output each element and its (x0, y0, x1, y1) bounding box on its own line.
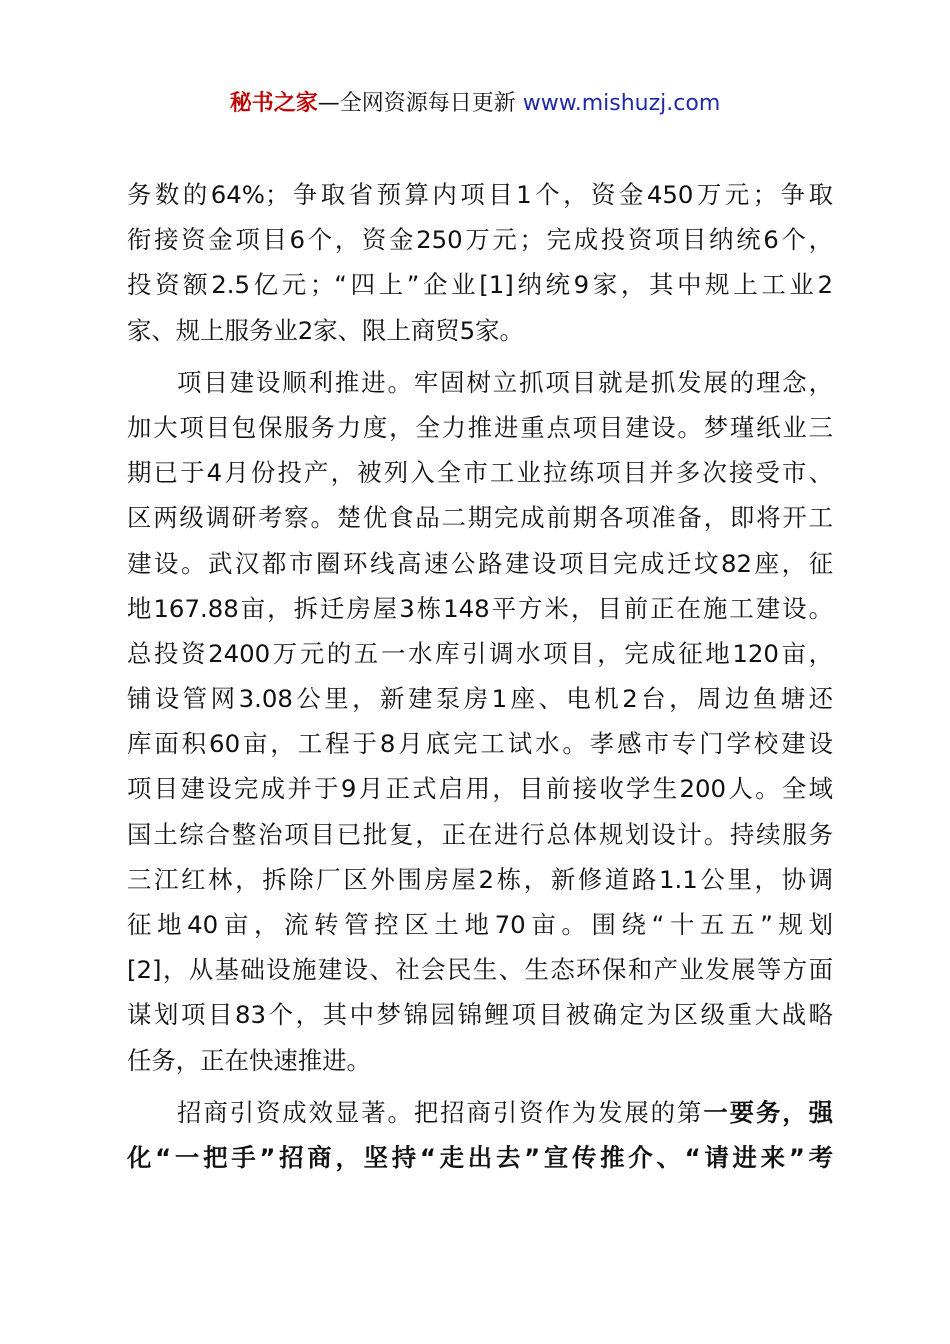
text-line: 铺设管网3.08公里，新建泵房1座、电机2台，周边鱼塘还 (127, 684, 833, 714)
text-line: 投资额2.5亿元；“四上”企业[1]纳统9家，其中规上工业2 (127, 270, 833, 300)
text-line: 务数的64%；争取省预算内项目1个，资金450万元；争取 (127, 180, 833, 209)
text-line: 建设。武汉都市圈环线高速公路建设项目完成迁坟82座，征 (127, 548, 833, 578)
text-line: 衔接资金项目6个，资金250万元；完成投资项目纳统6个， (127, 225, 833, 255)
text-line (127, 1090, 833, 1135)
text-line: [2]，从基础设施建设、社会民生、生态环保和产业发展等方面 (127, 955, 833, 985)
header-tagline: —全网资源每日更新 (317, 91, 516, 116)
text-line: 加大项目包保服务力度，全力推进重点项目建设。梦瑾纸业三 (127, 412, 833, 442)
text-line: 总投资2400万元的五一水库引调水项目，完成征地120亩， (127, 638, 833, 668)
paragraph-2 (127, 360, 833, 1083)
brand-name: 秘书之家 (229, 91, 318, 116)
text-line: 任务，正在快速推进。 (127, 1045, 371, 1075)
text-line: 谋划项目83个，其中梦锦园锦鲤项目被确定为区级重大战略 (127, 1000, 833, 1030)
text-bold-run: 一要务，强 (703, 1097, 833, 1127)
text-line: 项目建设完成并于9月正式启用，目前接收学生200人。全域 (127, 774, 833, 804)
page-header (0, 86, 950, 122)
text-line: 家、规上服务业2家、限上商贸5家。 (127, 315, 524, 345)
text-line: 三江红林，拆除厂区外围房屋2栋，新修道路1.1公里，协调 (127, 864, 833, 894)
document-body (127, 172, 833, 1180)
text-line: 地167.88亩，拆迁房屋3栋148平方米，目前正在施工建设。 (127, 593, 833, 623)
text-line: 化“一把手”招商，坚持“走出去”宣传推介、“请进来”考 (127, 1142, 833, 1172)
paragraph-3 (127, 1090, 833, 1180)
text-line: 期已于4月份投产，被列入全市工业拉练项目并多次接受市、 (127, 458, 833, 488)
text-normal-run: 招商引资成效显著。把招商引资作为发展的第 (177, 1097, 704, 1127)
text-line: 库面积60亩，工程于8月底完工试水。孝感市专门学校建设 (127, 729, 833, 759)
site-url-link[interactable]: www.mishuzj.com (522, 91, 721, 116)
text-line: 征地40亩，流转管控区土地70亩。围绕“十五五”规划 (127, 910, 833, 939)
text-line: 国土综合整治项目已批复，正在进行总体规划设计。持续服务 (127, 819, 833, 849)
text-line: 项目建设顺利推进。牢固树立抓项目就是抓发展的理念， (177, 367, 833, 397)
paragraph-1 (127, 172, 833, 353)
text-line: 区两级调研考察。楚优食品二期完成前期各项准备，即将开工 (127, 503, 833, 533)
